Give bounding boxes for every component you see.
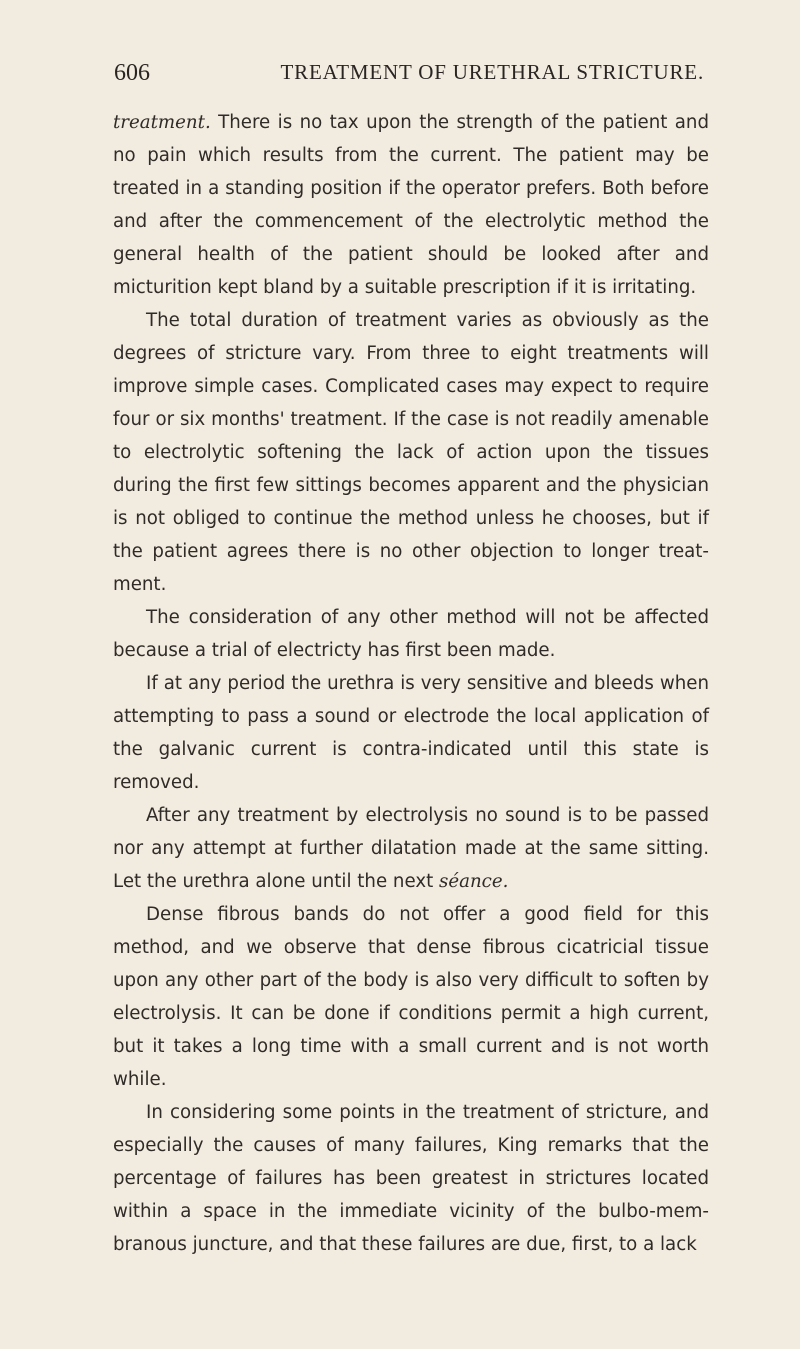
paragraph-5-text: After any treatment by electrolysis no sound is to be passed nor any attempt at further dilatation made at the same sitting. Let the urethra alone until the next <box>113 805 709 892</box>
paragraph-4: If at any period the urethra is very sensitive and bleeds when attempting to pass a sound or electrode the local application of the galvanic current is contra-indicated until this state is removed. <box>113 673 709 793</box>
paragraph-3: The consideration of any other method will not be affected because a trial of electricty has first been made. <box>113 607 709 661</box>
page-number: 606 <box>114 60 150 86</box>
paragraph-1-italic-lead: treatment. <box>113 112 211 133</box>
page-header <box>114 60 704 92</box>
paragraph-5-italic: séance. <box>439 871 509 892</box>
paragraph-1-text: There is no tax upon the strength of the patient and no pain which results from the current. The patient may be treated in a standing position if the operator prefers. Both before and after the commencement of the electrolytic method the general health of the patient should be looked after and micturition kept bland by a suitable prescription if it is irritating. <box>113 112 709 298</box>
paragraph-5 <box>113 799 709 898</box>
paragraph-6: Dense fibrous bands do not offer a good field for this method, and we observe that dense fibrous cicatricial tissue upon any other part of the body is also very difficult to soften by electrolysis. It can be done if conditions permit a high current, but it takes a long time with a small current and is not worth while. <box>113 904 709 1090</box>
paragraph-2: The total duration of treatment varies as obviously as the degrees of stricture vary. From three to eight treatments will improve simple cases. Complicated cases may expect to require four or six months' treatment. If the case is not readily amenable to electrolytic softening the lack of action upon the tissues during the first few sittings becomes apparent and the physician is not obliged to continue the method unless he chooses, but if the patient agrees there is no other objection to longer treatment. <box>113 310 709 595</box>
body-text <box>113 106 709 1261</box>
paragraph-7: In considering some points in the treatment of stricture, and especially the causes of many failures, King remarks that the percentage of failures has been greatest in strictures located within a space in the immediate vicinity of the bulbo-membranous juncture, and that these failures are due, first, to a lack <box>113 1102 709 1255</box>
running-title: TREATMENT OF URETHRAL STRICTURE. <box>280 60 704 84</box>
paragraph-1 <box>113 106 709 304</box>
